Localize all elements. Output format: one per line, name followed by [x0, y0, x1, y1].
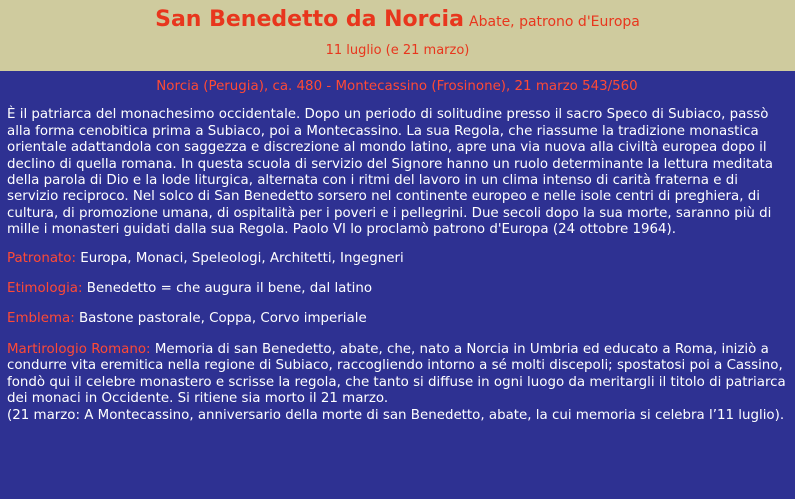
martirologio-value: Memoria di san Benedetto, abate, che, nato a Norcia in Umbria ed educato a Roma, iniziò a condurre vita eremitica nella regione di Subiaco, raccogliendo intorno a sé molti discepoli; spostatosi poi a Cassino, fondò qui il celebre monastero e scrisse la regola, che tanto si diffuse in ogni luogo da meritargli il titolo di patriarca dei monaci in Occidente. Si ritiene sia morto il 21 marzo.: [7, 341, 786, 407]
martirologio-note: (21 marzo: A Montecassino, anniversario della morte di san Benedetto, abate, la cui memoria si celebra l’11 luglio).: [7, 407, 785, 423]
page-header: [0, 0, 795, 71]
title-line: [0, 5, 795, 37]
biography-text: È il patriarca del monachesimo occidentale. Dopo un periodo di solitudine presso il sacro Speco di Subiaco, passò alla forma cenobitica prima a Subiaco, poi a Montecassino. La sua Regola, che riassume la tradizione monastica orientale adattandola con saggezza e discrezione al mondo latino, apre una via nuova alla civiltà europea dopo il declino di quella romana. In questa scuola di servizio del Signore hanno un ruolo determinante la lettura meditata della parola di Dio e la lode liturgica, alternata con i ritmi del lavoro in un clima intenso di carità fraterna e di servizio reciproco. Nel solco di San Benedetto sorsero nel continente europeo e nelle isole centri di preghiera, di cultura, di promozione umana, di ospitalità per i poveri e i pellegrini. Due secoli dopo la sua morte, saranno più di mille i monasteri guidati dalla sua Regola. Paolo VI lo proclamò patrono d'Europa (24 ottobre 1964).: [7, 107, 774, 238]
main-content: [0, 71, 795, 424]
birth-death-place: Norcia (Perugia), ca. 480 - Montecassino (Frosinone), 21 marzo 543/560: [156, 79, 638, 94]
emblema-value: Bastone pastorale, Coppa, Corvo imperiale: [79, 311, 367, 327]
emblema-field: [7, 311, 787, 327]
etimologia-label: Etimologia:: [7, 281, 83, 297]
martirologio-label: Martirologio Romano:: [7, 341, 151, 357]
patronato-label: Patronato:: [7, 250, 76, 266]
etimologia-value: Benedetto = che augura il bene, dal latino: [86, 281, 373, 297]
page-title: San Benedetto da Norcia: [155, 7, 464, 32]
patronato-value: Europa, Monaci, Speleologi, Architetti, Ingegneri: [80, 250, 404, 266]
patronato-field: [7, 251, 787, 267]
feast-date: 11 luglio (e 21 marzo): [325, 43, 470, 58]
page-subtitle: Abate, patrono d'Europa: [469, 14, 640, 30]
martirologio-field: [7, 342, 787, 424]
etimologia-field: [7, 281, 787, 297]
emblema-label: Emblema:: [7, 311, 75, 327]
